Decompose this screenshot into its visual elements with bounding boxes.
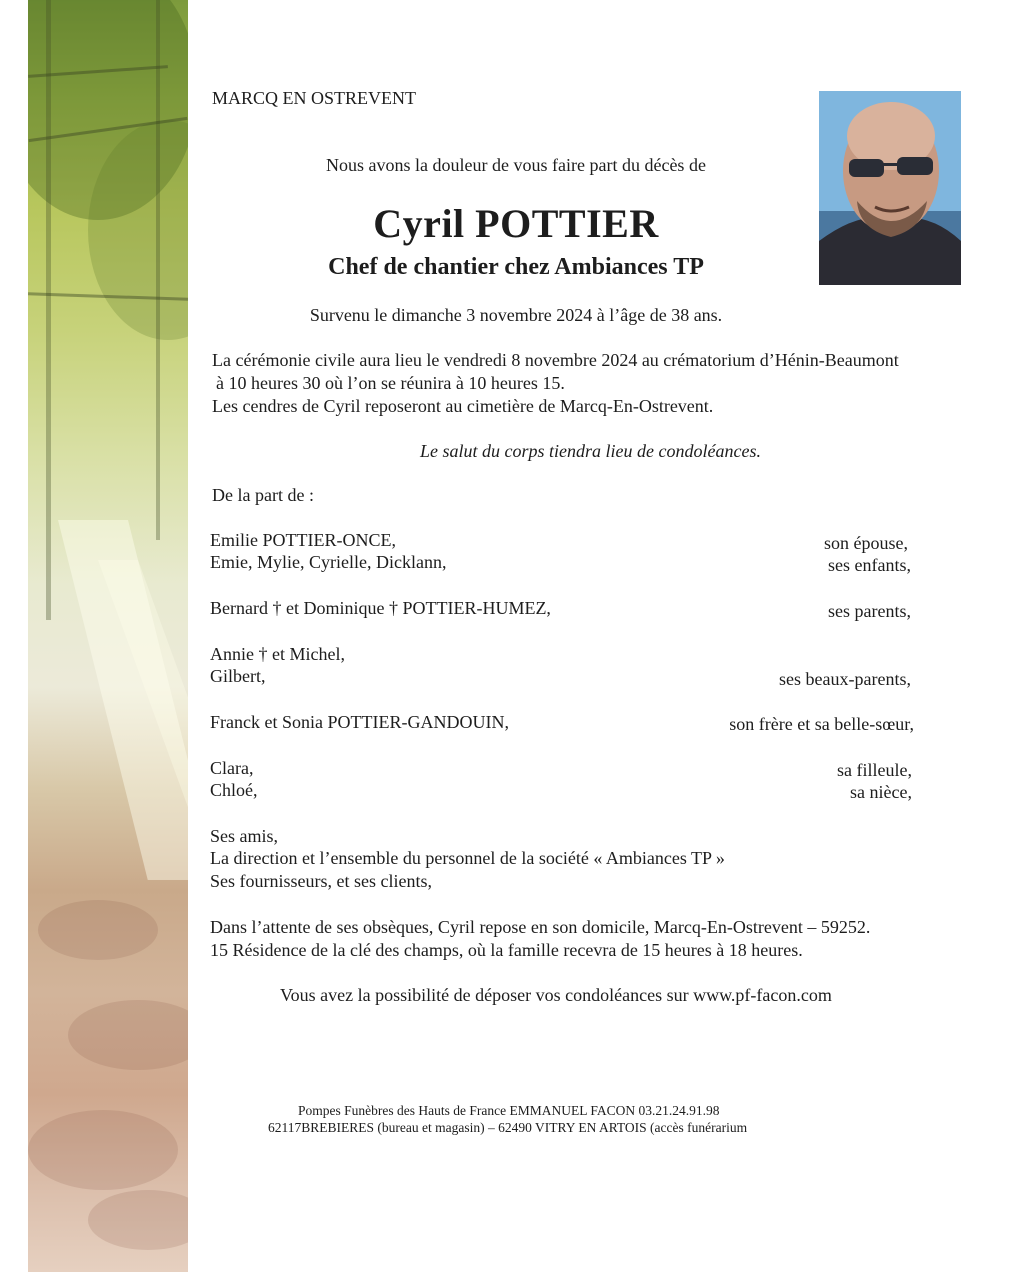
ceremony-line-1: La cérémonie civile aura lieu le vendredi 8 novembre 2024 au crématorium d’Hénin-Beaumont [212, 350, 899, 370]
family-relation: sa nièce, [850, 782, 912, 802]
deceased-title: Chef de chantier chez Ambiances TP [328, 254, 704, 280]
ceremony-line-2: à 10 heures 30 où l’on se réunira à 10 heures 15. [216, 373, 565, 393]
family-names: Gilbert, [210, 666, 266, 686]
death-line: Survenu le dimanche 3 novembre 2024 à l’âge de 38 ans. [309, 305, 723, 325]
intro-text: Nous avons la douleur de vous faire part du décès de [326, 155, 706, 175]
family-names: Clara, [210, 758, 254, 778]
family-relation: ses parents, [828, 601, 911, 621]
ceremony-line-3: Les cendres de Cyril reposeront au cimetière de Marcq-En-Ostrevent. [212, 396, 714, 416]
others-line: Ses fournisseurs, et ses clients, [210, 871, 432, 891]
others-line: Ses amis, [210, 826, 279, 846]
footer-line-1: Pompes Funèbres des Hauts de France EMMANUEL FACON 03.21.24.91.98 [298, 1103, 720, 1118]
condolence-note: Le salut du corps tiendra lieu de condoléances. [420, 441, 761, 461]
family-relation: ses beaux-parents, [779, 669, 911, 689]
rest-line-1: Dans l’attente de ses obsèques, Cyril repose en son domicile, Marcq-En-Ostrevent – 59252. [210, 917, 871, 937]
family-names: Bernard † et Dominique † POTTIER-HUMEZ, [210, 598, 551, 618]
family-names: Annie † et Michel, [210, 644, 345, 664]
family-relation: son épouse, [824, 533, 908, 553]
family-names: Chloé, [210, 780, 258, 800]
others-line: La direction et l’ensemble du personnel de la société « Ambiances TP » [210, 848, 725, 868]
family-names: Emilie POTTIER-ONCE, [210, 530, 396, 550]
family-relation: sa filleule, [837, 760, 912, 780]
forest-border-image [28, 0, 188, 1272]
family-relation: ses enfants, [828, 555, 911, 575]
online-condolences: Vous avez la possibilité de déposer vos condoléances sur www.pf-facon.com [280, 985, 832, 1005]
from-label: De la part de : [212, 485, 314, 505]
family-relation: son frère et sa belle-sœur, [729, 714, 914, 734]
footer-line-2: 62117BREBIERES (bureau et magasin) – 62490 VITRY EN ARTOIS (accès funérarium [268, 1120, 748, 1135]
deceased-name: Cyril POTTIER [373, 201, 659, 246]
family-names: Emie, Mylie, Cyrielle, Dicklann, [210, 552, 447, 572]
location-label: MARCQ EN OSTREVENT [212, 88, 417, 108]
rest-line-2: 15 Résidence de la clé des champs, où la famille recevra de 15 heures à 18 heures. [210, 940, 803, 960]
family-names: Franck et Sonia POTTIER-GANDOUIN, [210, 712, 509, 732]
